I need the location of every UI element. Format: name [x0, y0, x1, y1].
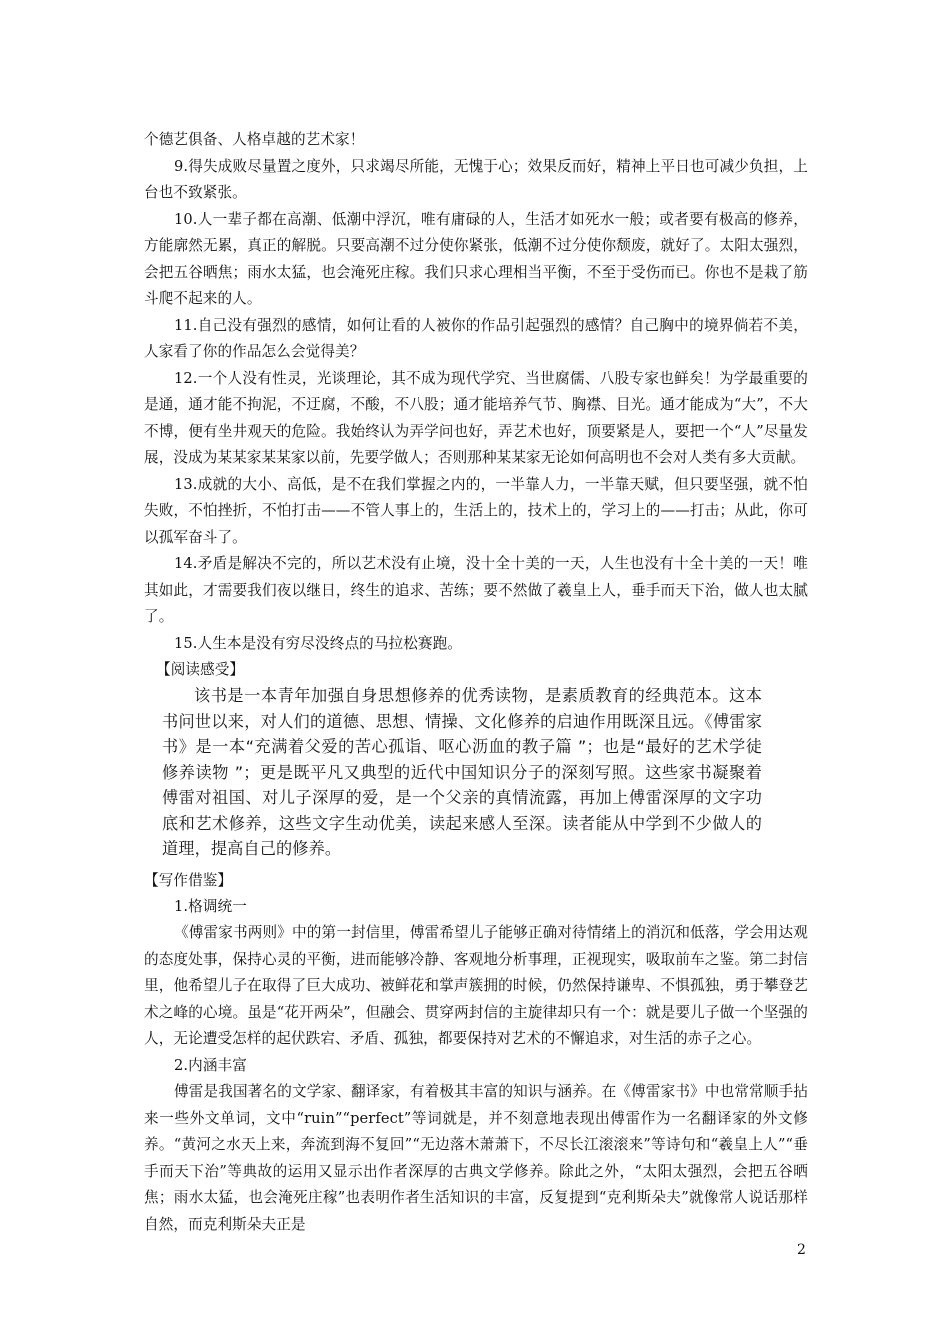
- document-page: [144, 127, 808, 1238]
- paragraph-10: 10.人一辈子都在高潮、低潮中浮沉，唯有庸碌的人，生活才如死水一般；或者要有极高的修养，方能廓然无累，真正的解脱。只要高潮不过分使你紧张，低潮不过分使你颓废，就好了。太阳太强烈，会把五谷晒焦；雨水太猛，也会淹死庄稼。我们只求心理相当平衡，不至于受伤而已。你也不是栽了筋斗爬不起来的人。: [144, 210, 808, 307]
- writing-heading: 【写作借鉴】: [144, 871, 233, 889]
- writing-para1: 《傅雷家书两则》中的第一封信里，傅雷希望儿子能够正确对待情绪上的消沉和低落，学会用达观的态度处事，保持心灵的平衡，进而能够冷静、客观地分析事理，正视现实，吸取前车之鉴。第二封信里，他希望儿子在取得了巨大成功、被鲜花和掌声簇拥的时候，仍然保持谦卑、不惧孤独，勇于攀登艺术之峰的心境。虽是“花开两朵”，但融会、贯穿两封信的主旋律却只有一个：就是要儿子做一个坚强的人，无论遭受怎样的起伏跌宕、矛盾、孤独，都要保持对艺术的不懈追求，对生活的赤子之心。: [144, 924, 808, 1047]
- reading-box: [162, 683, 762, 862]
- page-number: 2: [797, 1242, 806, 1258]
- paragraph-11: 11.自己没有强烈的感情，如何让看的人被你的作品引起强烈的感情？自己胸中的境界倘若不美，人家看了你的作品怎么会觉得美？: [144, 316, 808, 360]
- paragraph-14: 14.矛盾是解决不完的，所以艺术没有止境，没十全十美的一天，人生也没有十全十美的一天！唯其如此，才需要我们夜以继日，终生的追求、苦练；要不然做了羲皇上人，垂手而天下治，做人也太腻了。: [144, 555, 808, 625]
- paragraph-13: 13.成就的大小、高低，是不在我们掌握之内的，一半靠人力，一半靠天赋，但只要坚强，就不怕失败，不怕挫折，不怕打击——不管人事上的，生活上的，技术上的，学习上的——打击；从此，你可以孤军奋斗了。: [144, 475, 808, 546]
- writing-sub2: 2.内涵丰富: [174, 1056, 247, 1074]
- writing-sub1: 1.格调统一: [174, 897, 247, 915]
- paragraph-9: 9.得失成败尽量置之度外，只求竭尽所能，无愧于心；效果反而好，精神上平日也可减少负担，上台也不致紧张。: [144, 157, 808, 201]
- paragraph-15: 15.人生本是没有穷尽没终点的马拉松赛跑。: [174, 634, 462, 652]
- paragraph-12: 12.一个人没有性灵，光谈理论，其不成为现代学究、当世腐儒、八股专家也鲜矣！为学最重要的是通，通才能不拘泥，不迂腐，不酸，不八股；通才能培养气节、胸襟、目光。通才能成为“大”，不大不博，便有坐井观天的危险。我始终认为弄学问也好，弄艺术也好，顶要紧是人，要把一个“人”尽量发展，没成为某某家某某家以前，先要学做人；否则那种某某家无论如何高明也不会对人类有多大贡献。: [144, 369, 808, 466]
- reading-text: 该书是一本青年加强自身思想修养的优秀读物，是素质教育的经典范本。这本书问世以来，对人们的道德、思想、情操、文化修养的启迪作用既深且远。《傅雷家书》是一本“充满着父爱的苦心孤诣、呕心沥血的教子篇 ”；也是“最好的艺术学徒修养读物 ”；更是既平凡又典型的近代中国知识分子的深刻写照。这些家书凝聚着傅雷对祖国、对儿子深厚的爱，是一个父亲的真情流露，再加上傅雷深厚的文字功底和艺术修养，这些文字生动优美，读起来感人至深。读者能从中学到不少做人的道理，提高自己的修养。: [162, 686, 762, 858]
- paragraph-continuation: 个德艺俱备、人格卓越的艺术家！: [144, 131, 365, 148]
- reading-heading: 【阅读感受】: [156, 661, 245, 678]
- writing-para2: 傅雷是我国著名的文学家、翻译家，有着极其丰富的知识与涵养。在《傅雷家书》中也常常顺手拈来一些外文单词，文中“ruin”“perfect”等词就是，并不刻意地表现出傅雷作为一名翻译家的外文修养。“黄河之水天上来，奔流到海不复回”“无边落木萧萧下，不尽长江滚滚来”等诗句和“羲皇上人”“垂手而天下治”等典故的运用又显示出作者深厚的古典文学修养。除此之外，“太阳太强烈，会把五谷晒焦；雨水太猛，也会淹死庄稼”也表明作者生活知识的丰富，反复提到“克利斯朵夫”就像常人说话那样自然，而克利斯朵夫正是: [144, 1083, 808, 1233]
